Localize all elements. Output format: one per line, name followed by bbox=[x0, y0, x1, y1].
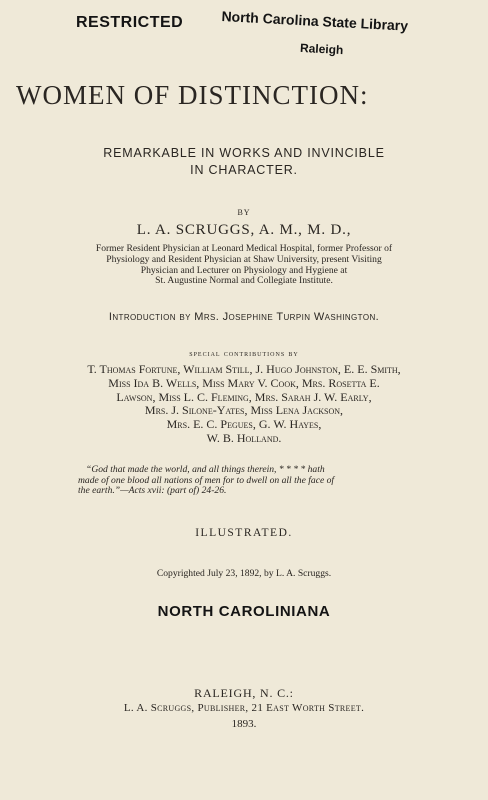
epigraph-quote bbox=[78, 465, 458, 497]
place-of-publication: RALEIGH, N. C.: bbox=[194, 686, 294, 700]
contributors-list bbox=[0, 363, 488, 446]
illustrated-label: ILLUSTRATED. bbox=[195, 527, 293, 539]
contributors-line: W. B. Holland. bbox=[206, 430, 282, 445]
author-desc-line: St. Augustine Normal and Collegiate Institute. bbox=[155, 275, 333, 287]
copyright-line: Copyrighted July 23, 1892, by L. A. Scruggs. bbox=[156, 568, 332, 579]
publisher-line: L. A. Scruggs, Publisher, 21 East Worth Street. bbox=[123, 702, 365, 714]
author-desc-line: Former Resident Physician at Leonard Medical Hospital, former Professor of bbox=[95, 243, 393, 254]
author-desc-line: Physician and Lecturer on Physiology and Hygiene at bbox=[140, 264, 348, 276]
library-stamp-line2: Raleigh bbox=[299, 40, 344, 58]
quote-line: made of one blood all nations of men for to dwell on all the face of bbox=[78, 474, 335, 486]
library-stamp-line1: North Carolina State Library bbox=[221, 8, 409, 34]
contributors-line: Mrs. J. Silone-Yates, Miss Lena Jackson, bbox=[144, 403, 344, 418]
quote-line: the earth.”—Acts xvii: (part of) 24-26. bbox=[78, 485, 227, 497]
contributors-line: Lawson, Miss L. C. Fleming, Mrs. Sarah J. W. Early, bbox=[116, 389, 372, 404]
restricted-stamp: RESTRICTED bbox=[76, 14, 184, 31]
author-description bbox=[0, 244, 488, 287]
north-caroliniana-stamp: NORTH CAROLINIANA bbox=[157, 603, 331, 620]
subtitle-line-2: IN CHARACTER. bbox=[190, 163, 298, 177]
contributors-line: T. Thomas Fortune, William Still, J. Hugo Johnston, E. E. Smith, bbox=[87, 362, 401, 376]
by-label: BY bbox=[237, 208, 251, 217]
introduction-line: Introduction by Mrs. Josephine Turpin Washington. bbox=[108, 311, 380, 323]
quote-line: “God that made the world, and all things therein, * * * * hath bbox=[86, 464, 325, 475]
book-title: WOMEN OF DISTINCTION: bbox=[16, 80, 369, 110]
author-desc-line: Physiology and Resident Physician at Shaw University, present Visiting bbox=[106, 253, 382, 265]
contributors-line: Mrs. E. C. Pegues, G. W. Hayes, bbox=[166, 417, 322, 432]
author-name: L. A. SCRUGGS, A. M., M. D., bbox=[136, 222, 352, 238]
special-contributions-heading: special contributions by bbox=[189, 348, 299, 358]
contributors-line: Miss Ida B. Wells, Miss Mary V. Cook, Mrs. Rosetta E. bbox=[108, 375, 380, 390]
publication-year: 1893. bbox=[231, 718, 257, 730]
subtitle-line-1: REMARKABLE IN WORKS AND INVINCIBLE bbox=[103, 146, 385, 160]
